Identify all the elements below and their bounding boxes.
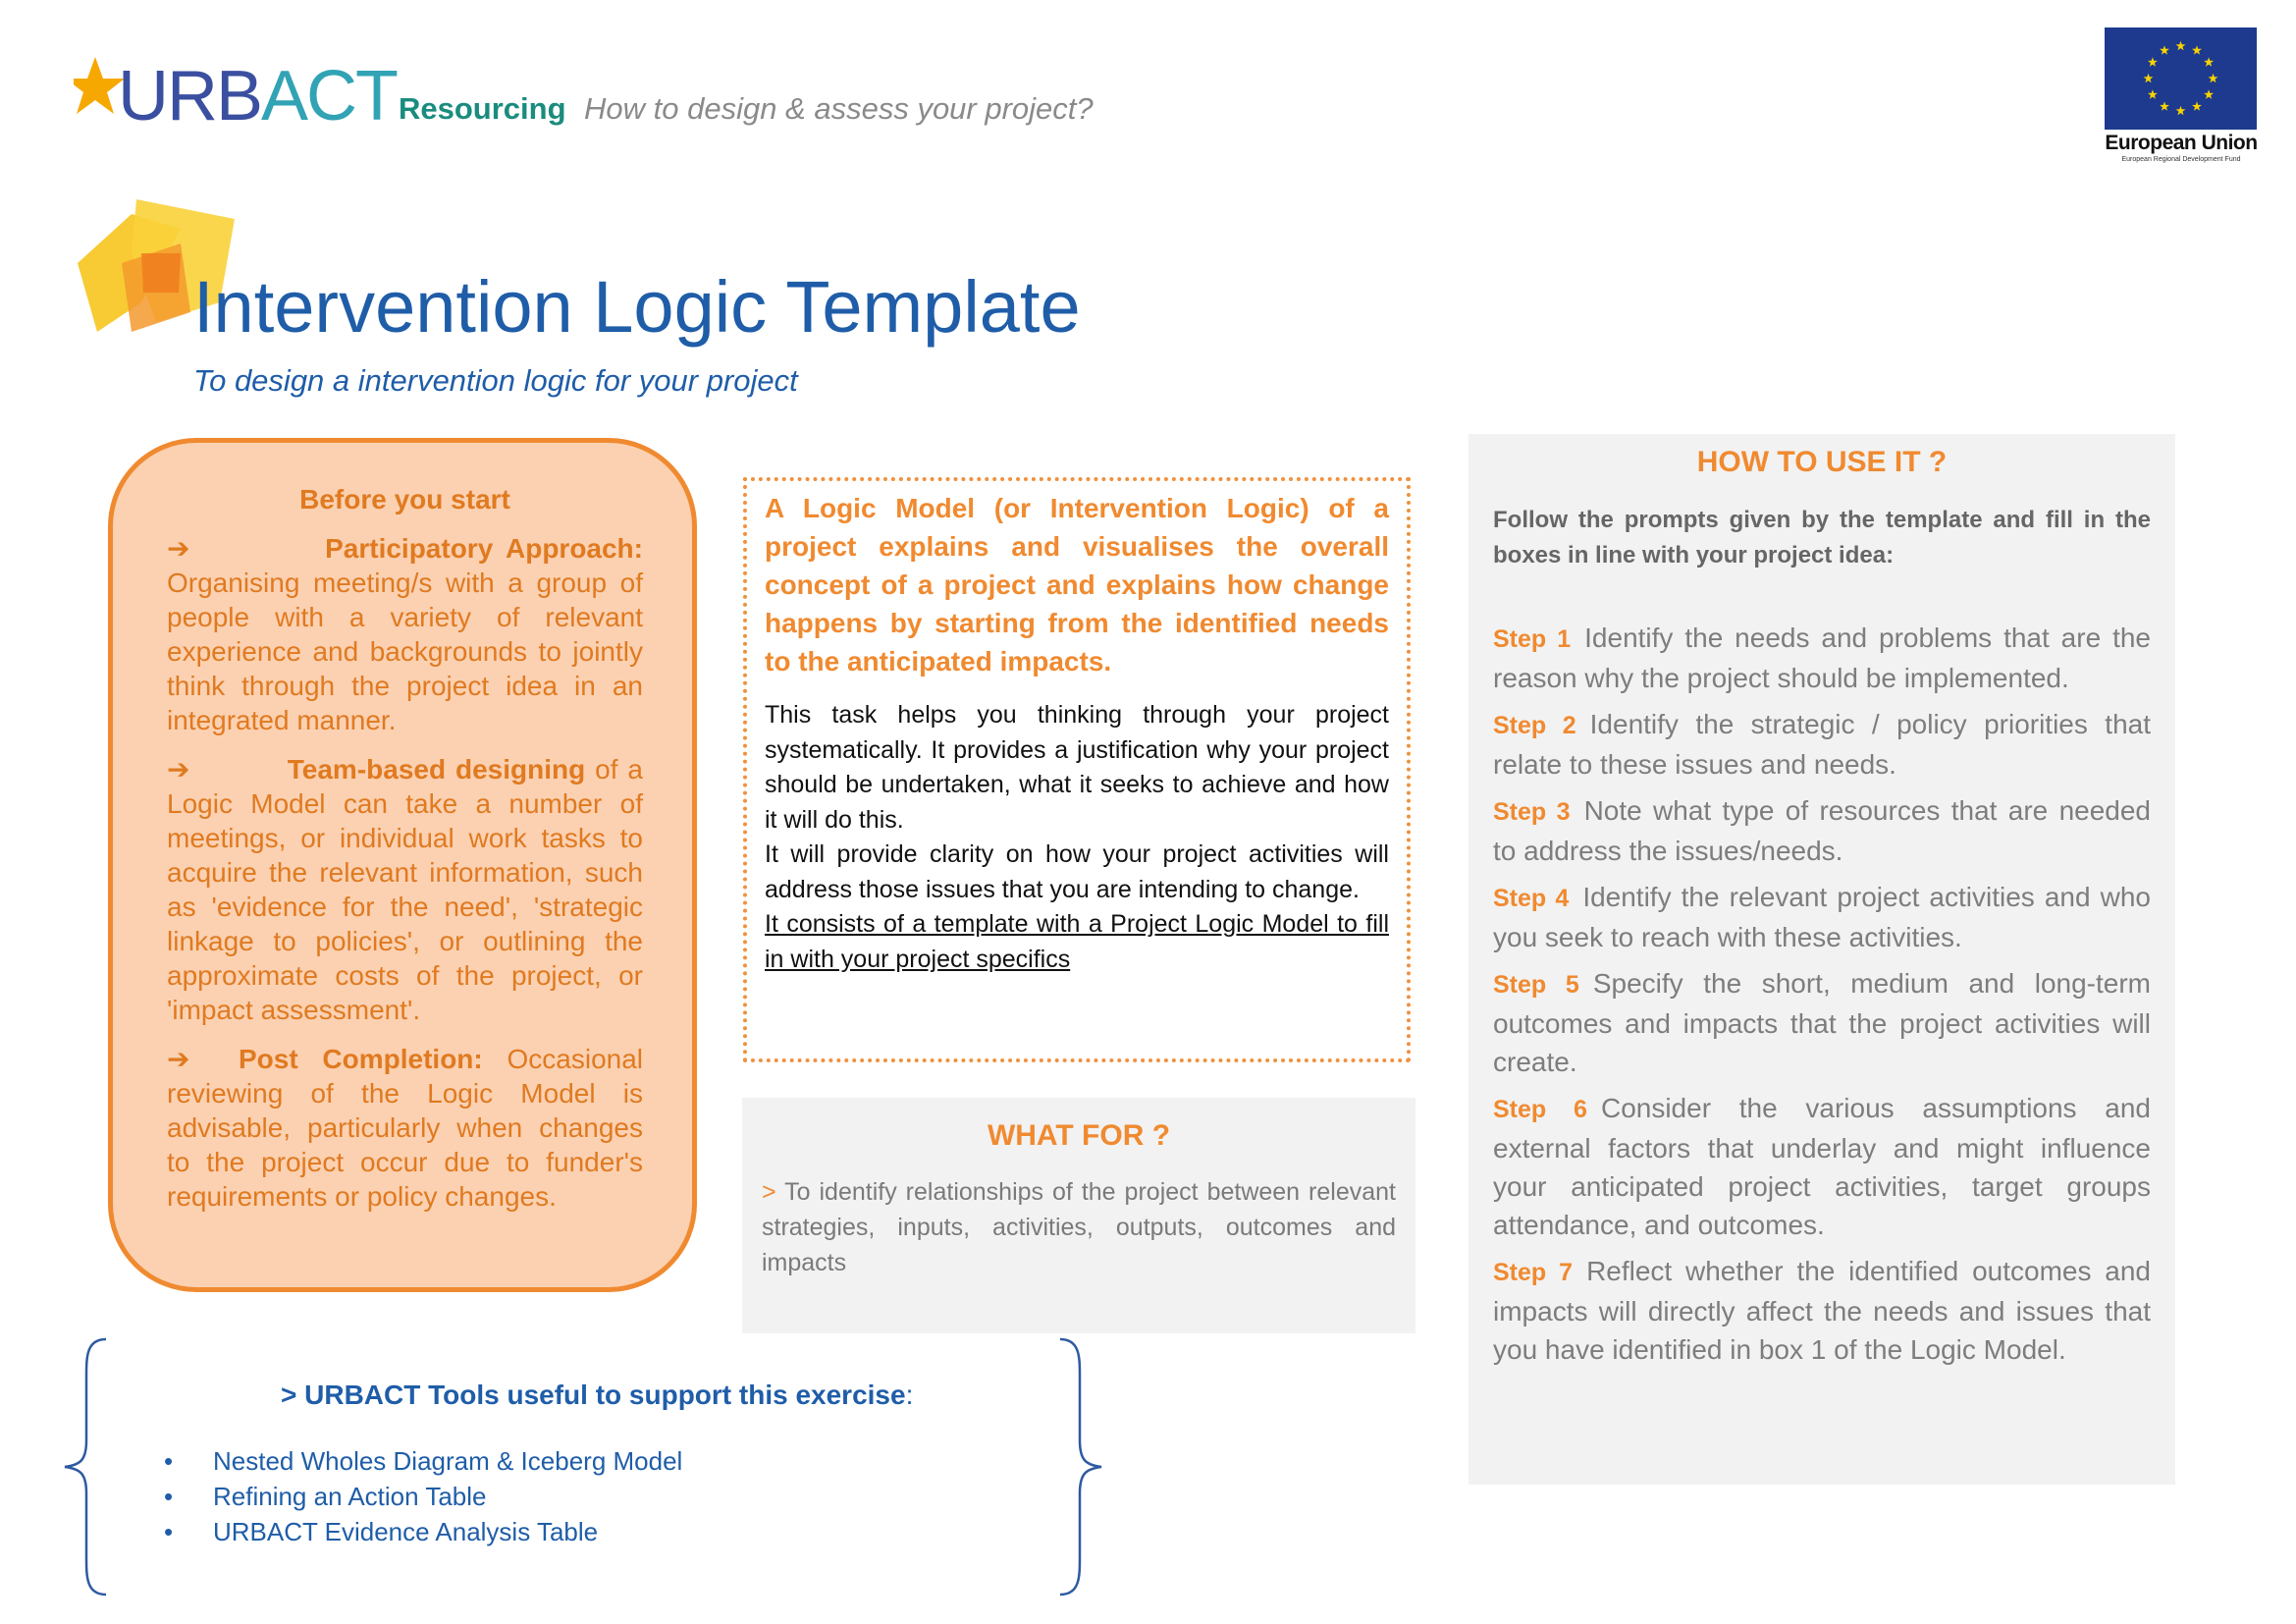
- tool-item[interactable]: • Refining an Action Table: [162, 1479, 682, 1514]
- before-item: [167, 1042, 643, 1214]
- before-item-text: Organising meeting/s with a group of people with a variety of relevant experience and backgrounds to jointly think through the project idea in an integrated manner.: [167, 568, 643, 735]
- tools-title: > URBACT Tools useful to support this exercise:: [281, 1380, 914, 1410]
- what-for-text: > To identify relationships of the project between relevant strategies, inputs, activities, outputs, outcomes and impacts: [762, 1178, 1396, 1276]
- urbact-logo: URBACT: [118, 57, 398, 135]
- logic-para: It will provide clarity on how your project activities will address those issues that you are intending to change.: [765, 840, 1389, 903]
- tools-list: [162, 1443, 682, 1549]
- header-tagline: How to design & assess your project?: [584, 91, 1094, 126]
- before-item-label: Team-based designing: [287, 754, 586, 785]
- what-for-title: WHAT FOR ?: [987, 1119, 1171, 1152]
- how-to-title: HOW TO USE IT ?: [1696, 446, 1948, 478]
- before-item-label: Participatory Approach:: [325, 533, 643, 564]
- page-title: Intervention Logic Template: [193, 266, 1081, 348]
- eu-flag-icon: [2105, 27, 2257, 130]
- logic-model-box: [743, 477, 1411, 1062]
- marker-icon: >: [762, 1178, 776, 1206]
- how-to-intro: Follow the prompts given by the template and fill in the boxes in line with your project idea:: [1493, 507, 2151, 568]
- what-for-box: [742, 1098, 1415, 1333]
- step-item: Step 2 Identify the strategic / policy priorities that relate to these issues and needs.: [1493, 709, 2151, 780]
- before-item-text: Occasional reviewing of the Logic Model is advisable, particularly when changes to the project occur due to funder's requirements or policy changes.: [167, 1044, 643, 1212]
- before-item: [167, 752, 643, 1027]
- step-item: Step 7 Reflect whether the identified outcomes and impacts will directly affect the needs and issues that you have identified in box 1 of the Logic Model.: [1493, 1256, 2151, 1365]
- before-item: [167, 531, 643, 737]
- logic-template-link[interactable]: It consists of a template with a Project Logic Model to fill in with your project specifics: [765, 910, 1389, 973]
- logic-para: This task helps you thinking through your project systematically. It provides a justification why your project should be undertaken, what it seeks to achieve and how it will do this.: [765, 701, 1389, 834]
- arrow-icon: ➔: [167, 754, 190, 785]
- eu-label: European Union: [2105, 132, 2258, 154]
- section-label: Resourcing: [399, 91, 566, 126]
- step-item: Step 5 Specify the short, medium and long-term outcomes and impacts that the project activities will create.: [1493, 968, 2152, 1077]
- page-subtitle: To design a intervention logic for your project: [193, 363, 798, 398]
- eu-sublabel: European Regional Development Fund: [2121, 156, 2241, 163]
- step-item: Step 4 Identify the relevant project activities and who you seek to reach with these activities.: [1493, 882, 2151, 952]
- step-item: Step 6 Consider the various assumptions and external factors that underlay and might influence your anticipated project activities, target groups attendance, and outcomes.: [1493, 1093, 2151, 1240]
- arrow-icon: ➔: [167, 533, 190, 564]
- tool-item[interactable]: • Nested Wholes Diagram & Iceberg Model: [162, 1443, 682, 1479]
- before-you-start-box: [108, 438, 697, 1292]
- tool-item[interactable]: • URBACT Evidence Analysis Table: [162, 1514, 682, 1549]
- before-title: Before you start: [299, 484, 510, 514]
- step-item: Step 3 Note what type of resources that are needed to address the issues/needs.: [1493, 795, 2151, 866]
- before-item-label: Post Completion:: [238, 1044, 483, 1074]
- arrow-icon: ➔: [167, 1044, 190, 1074]
- step-item: Step 1 Identify the needs and problems that are the reason why the project should be implemented.: [1493, 623, 2151, 693]
- before-item-text: of a Logic Model can take a number of meetings, or individual work tasks to acquire the relevant information, such as 'evidence for the need', 'strategic linkage to policies', or outlining the approximate costs of the project, or 'impact assessment'.: [167, 754, 643, 1025]
- logic-lead: A Logic Model (or Intervention Logic) of a project explains and visualises the overall concept of a project and explains how change happens by starting from the identified needs to the anticipated impacts.: [765, 493, 1389, 677]
- how-to-use-box: [1468, 434, 2175, 1485]
